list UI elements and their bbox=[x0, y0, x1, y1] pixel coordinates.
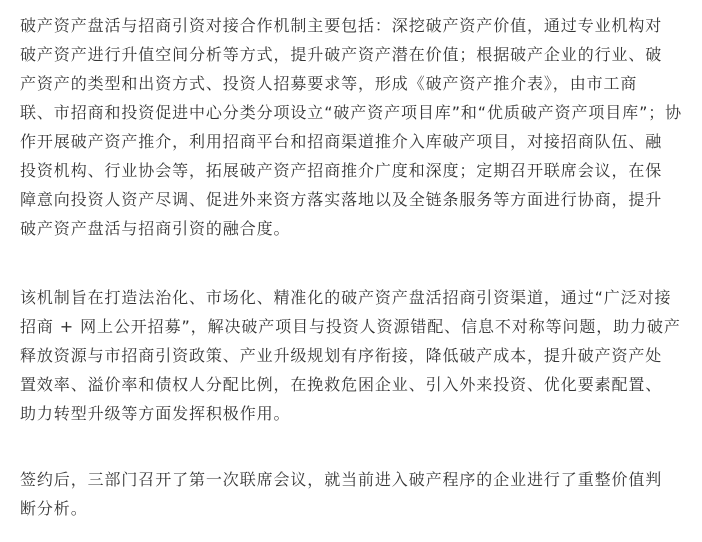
paragraph-line: 释放资源与市招商引资政策、产业升级规划有序衔接，降低破产成本，提升破产资产处 bbox=[20, 346, 663, 365]
paragraph-mechanism-purpose bbox=[20, 283, 690, 428]
paragraph-line: 联、市招商和投资促进中心分类分项设立“破产资产项目库”和“优质破产资产项目库”；协 bbox=[20, 103, 683, 122]
article-body bbox=[20, 0, 690, 523]
paragraph-line: 置效率、溢价率和债权人分配比例，在挽救危困企业、引入外来投资、优化要素配置、 bbox=[20, 375, 663, 394]
paragraph-line: 助力转型升级等方面发挥积极作用。 bbox=[20, 404, 291, 423]
paragraph-line: 作开展破产资产推介，利用招商平台和招商渠道推介入库破产项目，对接招商队伍、融 bbox=[20, 132, 663, 151]
paragraph-line: 破产资产盘活与招商引资的融合度。 bbox=[20, 219, 291, 238]
paragraph-after-signing bbox=[20, 465, 690, 523]
paragraph-line: 破产资产盘活与招商引资对接合作机制主要包括：深挖破产资产价值，通过专业机构对 bbox=[20, 16, 663, 35]
paragraph-line: 投资机构、行业协会等，拓展破产资产招商推介广度和深度；定期召开联席会议，在保 bbox=[20, 161, 663, 180]
paragraph-line: 产资产的类型和出资方式、投资人招募要求等，形成《破产资产推介表》，由市工商 bbox=[20, 74, 638, 93]
paragraph-line: 招商 + 网上公开招募”，解决破产项目与投资人资源错配、信息不对称等问题，助力破产 bbox=[20, 317, 681, 336]
paragraph-line: 断分析。 bbox=[20, 499, 88, 518]
paragraph-line: 破产资产进行升值空间分析等方式，提升破产资产潜在价值；根据破产企业的行业、破 bbox=[20, 45, 663, 64]
paragraph-line: 障意向投资人资产尽调、促进外来资方落实落地以及全链条服务等方面进行协商，提升 bbox=[20, 190, 663, 209]
paragraph-line: 签约后，三部门召开了第一次联席会议，就当前进入破产程序的企业进行了重整价值判 bbox=[20, 470, 663, 489]
paragraph-line: 该机制旨在打造法治化、市场化、精准化的破产资产盘活招商引资渠道，通过“广泛对接 bbox=[20, 288, 672, 307]
paragraph-mechanism-content bbox=[20, 0, 690, 243]
